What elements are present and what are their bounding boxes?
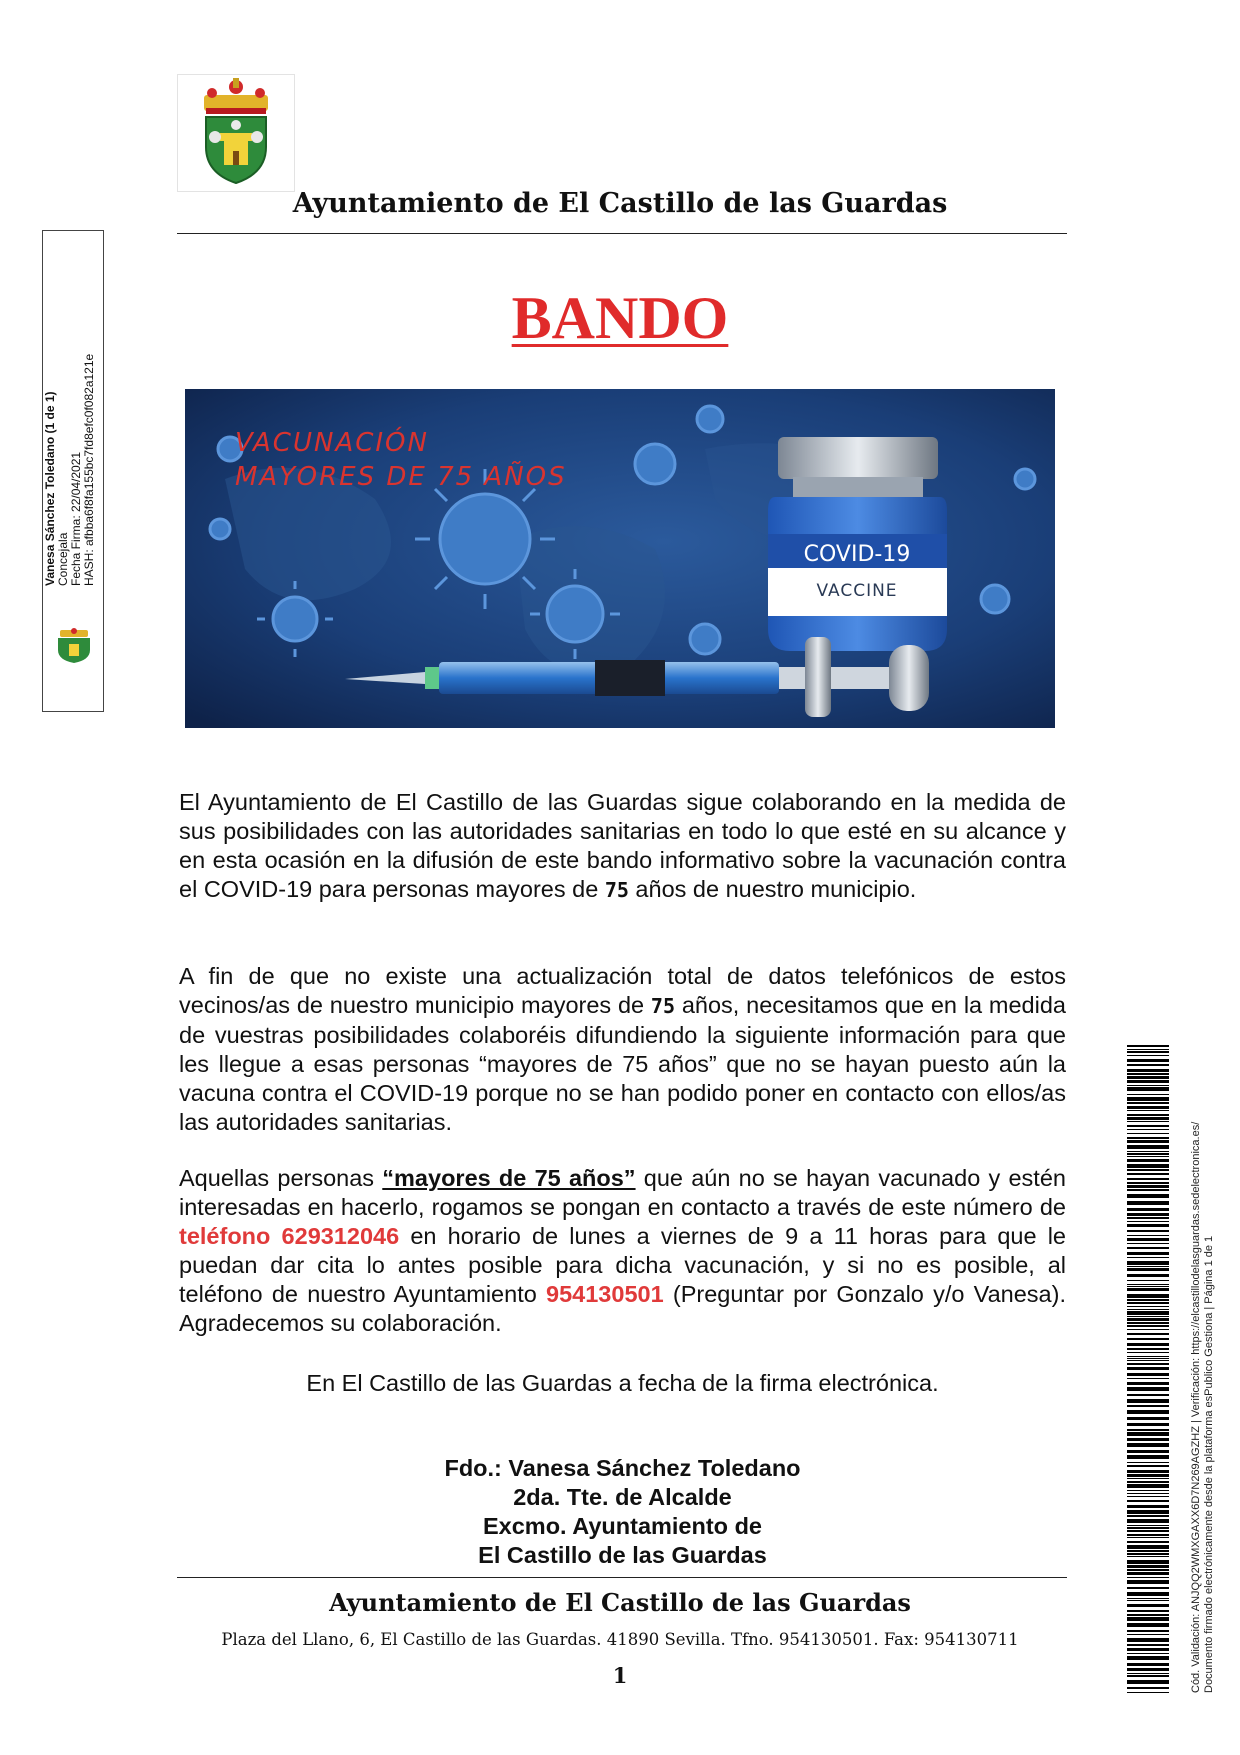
signature-stamp-text: Vanesa Sánchez Toledano (1 de 1) Concejala Fecha Firma: 22/04/2021 HASH: afbba6f8fa155bc7fd8efc0f082a121e [43, 353, 96, 586]
signature-name: Fdo.: Vanesa Sánchez Toledano [444, 1455, 801, 1481]
stamp-crest-icon [52, 628, 96, 664]
header-title: Ayuntamiento de El Castillo de las Guardas [292, 188, 948, 219]
signature-role: 2da. Tte. de Alcalde [513, 1484, 732, 1510]
verification-text: Cód. Validación: ANJQQ2WMXGAXX6D7N269AGZHZ | Verificación: https://elcastillodelasguardas.sedelectronica.es/ Documento firmado electrónicamente desde la plataforma esPublico Gestiona | Página 1 de 1 [1190, 1121, 1215, 1693]
signature-org-line2: El Castillo de las Guardas [478, 1542, 767, 1568]
banner-text-line2: MAYORES DE 75 AÑOS [235, 462, 567, 492]
vaccination-phone: teléfono 629312046 [179, 1223, 400, 1249]
municipal-crest [177, 74, 295, 192]
header-divider [177, 233, 1067, 234]
paragraph-request: A fin de que no existe una actualización total de datos telefónicos de estos vecinos/as de nuestro municipio mayores de 75 años, necesitamos que en la medida de vuestras posibilidades colaboréis difundiendo la siguiente información para que les llegue a esas personas “mayores de 75 años” que no se hayan puesto aún la vacuna contra el COVID-19 porque no se han podido poner en contacto con ellos/as las autoridades sanitarias. [179, 963, 1066, 1135]
page-number: 1 [612, 1663, 628, 1688]
paragraph-intro: El Ayuntamiento de El Castillo de las Guardas sigue colaborando en la medida de sus posibilidades con las autoridades sanitarias en todo lo que esté en su alcance y en esta ocasión en la difusión de este bando informativo sobre la vacunación contra el COVID-19 para personas mayores de 75 años de nuestro municipio. [179, 789, 1066, 902]
paragraph-contact: Aquellas personas “mayores de 75 años” que aún no se hayan vacunado y estén interesadas en hacerlo, rogamos se pongan en contacto a través de este número de teléfono 629312046 en horario de lunes a viernes de 9 a 11 horas para que le puedan dar cita lo antes posible para dicha vacunación, y si no es posible, al teléfono de nuestro Ayuntamiento 954130501 (Preguntar por Gonzalo y/o Vanesa). Agradecemos su colaboración. [179, 1165, 1066, 1336]
bando-title: BANDO [511, 285, 729, 351]
vial-label-line2: VACCINE [816, 581, 898, 601]
target-group-highlight: “mayores de 75 años” [382, 1165, 636, 1191]
banner-text-line1: VACUNACIÓN [235, 428, 429, 458]
vial-label-line1: COVID-19 [803, 542, 911, 567]
date-line: En El Castillo de las Guardas a fecha de la firma electrónica. [306, 1370, 939, 1396]
validation-barcode [1127, 1045, 1169, 1693]
signature-block [400, 1454, 845, 1570]
signature-org-line1: Excmo. Ayuntamiento de [482, 1513, 762, 1539]
vaccination-banner [185, 389, 1055, 728]
footer-title: Ayuntamiento de El Castillo de las Guardas [329, 1588, 911, 1617]
footer-address: Plaza del Llano, 6, El Castillo de las Guardas. 41890 Sevilla. Tfno. 954130501. Fax: 954130711 [221, 1630, 1019, 1649]
footer-divider [177, 1577, 1067, 1578]
town-hall-phone: 954130501 [546, 1281, 664, 1307]
